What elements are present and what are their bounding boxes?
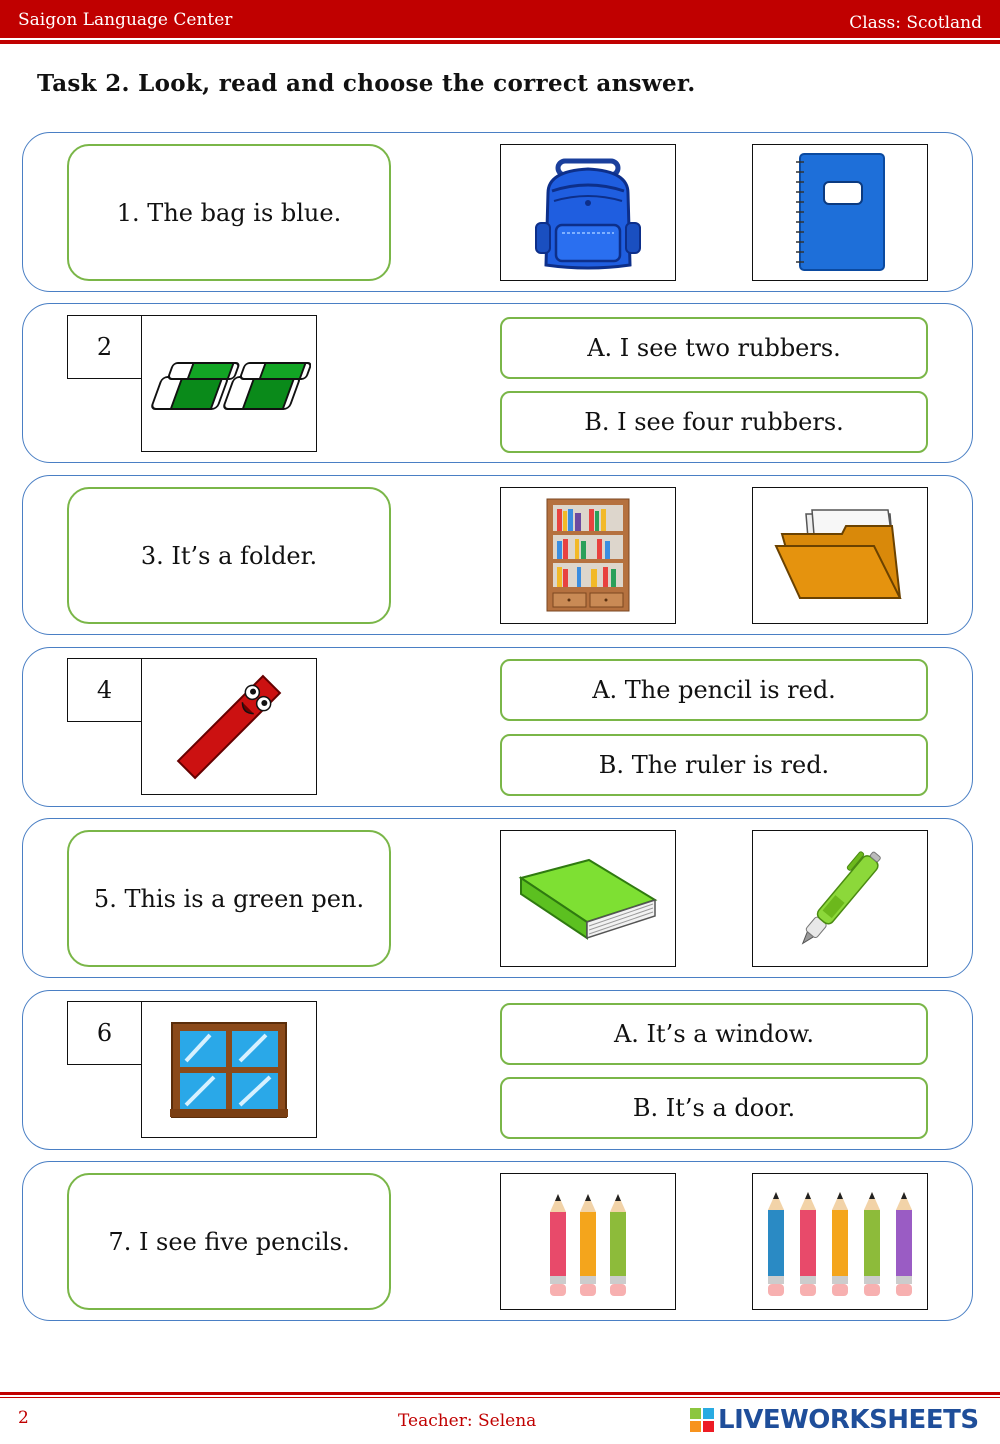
answer-picture-7b[interactable] bbox=[752, 1173, 928, 1310]
folder-image bbox=[772, 506, 908, 606]
five-pencils-image bbox=[760, 1180, 920, 1304]
backpack-image bbox=[518, 153, 658, 273]
bookshelf-image bbox=[545, 497, 631, 615]
liveworksheets-logo[interactable] bbox=[690, 1404, 979, 1436]
question-sentence-3: 3. It’s a folder. bbox=[67, 487, 391, 624]
answer-option-6a[interactable]: A. It’s a window. bbox=[500, 1003, 928, 1065]
answer-option-2a[interactable]: A. I see two rubbers. bbox=[500, 317, 928, 379]
liveworksheets-logo-icon bbox=[690, 1408, 714, 1432]
teacher-name: Teacher: Selena bbox=[398, 1411, 537, 1431]
footer-rule-thin bbox=[0, 1397, 1000, 1398]
answer-picture-7a[interactable] bbox=[500, 1173, 676, 1310]
rubbers-image bbox=[147, 349, 311, 419]
answer-picture-3b[interactable] bbox=[752, 487, 928, 624]
ruler-image bbox=[164, 667, 294, 787]
answer-option-4a[interactable]: A. The pencil is red. bbox=[500, 659, 928, 721]
header-rule bbox=[0, 40, 1000, 44]
brand-name: LIVEWORKSHEETS bbox=[718, 1405, 979, 1435]
center-name: Saigon Language Center bbox=[18, 10, 233, 30]
green-pen-image bbox=[780, 839, 900, 959]
question-picture-4 bbox=[141, 658, 317, 795]
page-number: 2 bbox=[18, 1408, 29, 1428]
question-number-6: 6 bbox=[67, 1001, 142, 1065]
class-label: Class: Scotland bbox=[849, 13, 982, 33]
answer-option-2b[interactable]: B. I see four rubbers. bbox=[500, 391, 928, 453]
answer-picture-5b[interactable] bbox=[752, 830, 928, 967]
three-pencils-image bbox=[538, 1180, 638, 1304]
answer-option-6b[interactable]: B. It’s a door. bbox=[500, 1077, 928, 1139]
question-picture-2 bbox=[141, 315, 317, 452]
notebook-image bbox=[790, 152, 890, 274]
question-number-2: 2 bbox=[67, 315, 142, 379]
question-sentence-1: 1. The bag is blue. bbox=[67, 144, 391, 281]
question-picture-6 bbox=[141, 1001, 317, 1138]
window-image bbox=[170, 1021, 288, 1119]
answer-picture-5a[interactable] bbox=[500, 830, 676, 967]
answer-picture-3a[interactable] bbox=[500, 487, 676, 624]
answer-picture-1a[interactable] bbox=[500, 144, 676, 281]
question-number-4: 4 bbox=[67, 658, 142, 722]
question-sentence-5: 5. This is a green pen. bbox=[67, 830, 391, 967]
footer-rule bbox=[0, 1392, 1000, 1395]
green-book-image bbox=[513, 854, 663, 944]
answer-picture-1b[interactable] bbox=[752, 144, 928, 281]
task-title: Task 2. Look, read and choose the correct answer. bbox=[37, 70, 696, 97]
answer-option-4b[interactable]: B. The ruler is red. bbox=[500, 734, 928, 796]
question-sentence-7: 7. I see five pencils. bbox=[67, 1173, 391, 1310]
